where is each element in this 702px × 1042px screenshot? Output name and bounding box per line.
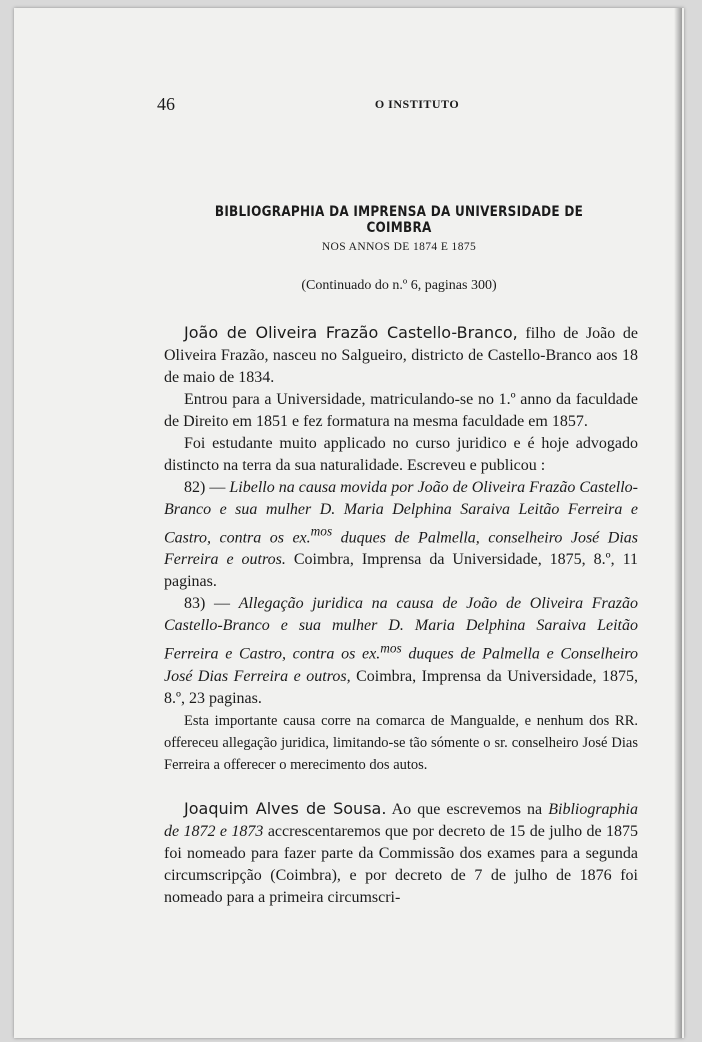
entry-1-note: Esta importante causa corre na comarca de Mangualde, e nenhum dos RR. offereceu allegação juridica, limitando-se tão sómente o sr. conselheiro José Dias Ferreira a offerecer o merecimento dos autos. (164, 712, 638, 773)
entry-2-intro: Joaquim Alves de Sousa. Ao que escrevemos na Bibliographia de 1872 e 1873 accrescentaremos que por decreto de 15 de julho de 1875 foi nomeado para fazer parte da Commissão dos exames para a segunda circumscripção (Coimbra), e por decreto de 7 de julho de 1876 foi nomeado para a primeira circumscri- (164, 798, 638, 906)
body-text (164, 322, 638, 909)
entry-gap (164, 776, 638, 798)
page-number: 46 (157, 94, 175, 114)
section-title: BIBLIOGRAPHIA DA IMPRENSA DA UNIVERSIDADE DE COIMBRA (214, 204, 584, 236)
entry-1-item-83: 83) — Allegação juridica na causa de João de Oliveira Frazão Castello-Branco e sua mulher D. Maria Delphina Saraiva Leitão Ferreira e Castro, contra os ex.$^{mos}$ duques de Palmella e Conselheiro José Dias Ferreira e outros, Coimbra, Imprensa da Universidade, 1875, 8.º, 23 paginas. (164, 595, 639, 707)
entry-1-para-2: Entrou para a Universidade, matriculando-se no 1.º anno da faculdade de Direito em 1851 e fez formatura na mesma faculdade em 1857. (164, 391, 638, 430)
page (14, 8, 684, 1038)
entry-1-item-82: 82) — Libello na causa movida por João de Oliveira Frazão Castello-Branco e sua mulher D. Maria Delphina Saraiva Leitão Ferreira e Castro, contra os ex.$^{mos}$ duques de Palmella, conselheiro José Dias Ferreira e outros. Coimbra, Imprensa da Universidade, 1875, 8.º, 11 paginas. (164, 479, 639, 591)
entry-1-name: João de Oliveira Frazão Castello-Branco, (184, 323, 518, 342)
running-header (157, 94, 637, 118)
continued-note: (Continuado do n.º 6, paginas 300) (301, 278, 497, 293)
entry-1-intro: João de Oliveira Frazão Castello-Branco, filho de João de Oliveira Frazão, nasceu no Salgueiro, districto de Castello-Branco aos 18 de maio de 1834. (164, 323, 639, 386)
section-subtitle: NOS ANNOS DE 1874 E 1875 (321, 241, 477, 253)
page-content (14, 8, 684, 1038)
entry-1-para-3: Foi estudante muito applicado no curso juridico e é hoje advogado distincto na terra da sua naturalidade. Escreveu e publicou : (164, 435, 638, 474)
running-title: O INSTITUTO (374, 97, 460, 111)
entry-2-name: Joaquim Alves de Sousa. (184, 798, 387, 818)
